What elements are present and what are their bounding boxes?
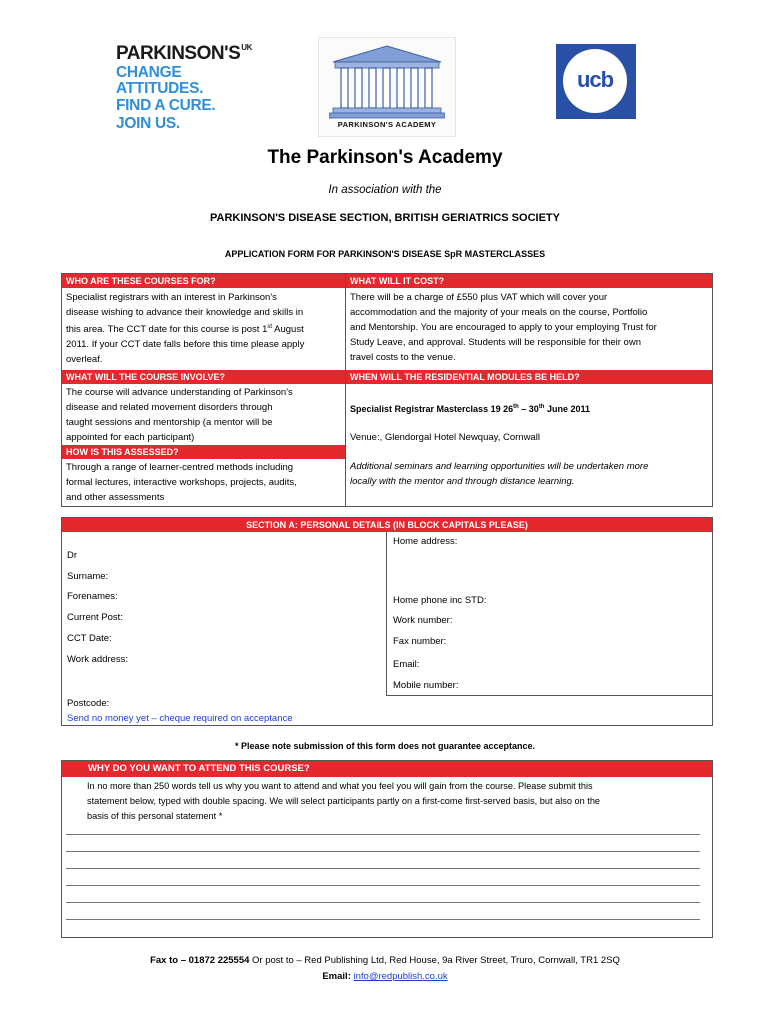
work-address-field[interactable]: Work address:: [67, 654, 129, 665]
page-title: The Parkinson's Academy: [267, 147, 503, 168]
footer-email: Email: info@redpublish.co.uk: [322, 971, 448, 982]
statement-line[interactable]: [66, 834, 700, 835]
cost-heading: WHAT WILL IT COST?: [346, 274, 712, 288]
society-name: PARKINSON'S DISEASE SECTION, BRITISH GERIATRICS SOCIETY: [210, 212, 560, 224]
acceptance-note: * Please note submission of this form does not guarantee acceptance.: [234, 741, 536, 751]
assessed-text: Through a range of learner-centred methods including formal lectures, interactive workshops, projects, audits, and other assessments: [66, 462, 297, 503]
form-title: APPLICATION FORM FOR PARKINSON'S DISEASE SpR MASTERCLASSES: [224, 249, 546, 259]
statement-line[interactable]: [66, 851, 700, 852]
additional-text: Additional seminars and learning opportunities will be undertaken more locally with the mentor and through distance learning.: [350, 461, 649, 487]
mobile-number-field[interactable]: Mobile number:: [393, 680, 459, 691]
section-a-bottom-line: [386, 695, 712, 696]
home-address-field[interactable]: Home address:: [393, 536, 458, 547]
current-post-field[interactable]: Current Post:: [67, 612, 123, 623]
parkinsons-logo-line: JOIN US.: [116, 114, 180, 132]
why-instructions: In no more than 250 words tell us why you want to attend and what you feel you will gain from the course. Please submit this statement below, typed with double spacing. We will select participants partly on a first-come first-served basis, but also on the basis of this personal statement *: [87, 781, 601, 821]
info-divider: [345, 273, 346, 507]
surname-field[interactable]: Surname:: [67, 571, 109, 582]
title-field-dr[interactable]: Dr: [67, 550, 78, 561]
statement-line[interactable]: [66, 902, 700, 903]
statement-line[interactable]: [66, 919, 700, 920]
ucb-logo-text: ucb: [576, 67, 614, 92]
statement-line[interactable]: [66, 885, 700, 886]
money-note: Send no money yet – cheque required on acceptance: [67, 713, 293, 724]
involve-heading: WHAT WILL THE COURSE INVOLVE?: [62, 370, 345, 384]
when-heading: WHEN WILL THE RESIDENTIAL MODULES BE HELD?: [346, 370, 712, 384]
who-heading: WHO ARE THESE COURSES FOR?: [62, 274, 345, 288]
academy-logo-name: PARKINSON'S ACADEMY: [337, 120, 437, 129]
statement-line[interactable]: [66, 868, 700, 869]
why-heading: WHY DO YOU WANT TO ATTEND THIS COURSE?: [62, 761, 712, 777]
involve-text: The course will advance understanding of Parkinson's disease and related movement disorders through taught sessions and mentorship (a mentor will be appointed for each participant): [66, 387, 293, 443]
association-line: In association with the: [328, 184, 442, 196]
assessed-heading: HOW IS THIS ASSESSED?: [62, 445, 345, 459]
forenames-field[interactable]: Forenames:: [67, 591, 118, 602]
statement-lines[interactable]: [66, 834, 700, 924]
fax-number-field[interactable]: Fax number:: [393, 636, 447, 647]
section-a-divider: [386, 532, 387, 695]
academy-building-icon: [329, 44, 445, 120]
work-number-field[interactable]: Work number:: [393, 615, 453, 626]
masterclass-dates: Specialist Registrar Masterclass 19 26th – 30th June 2011: [350, 404, 591, 414]
postcode-field[interactable]: Postcode:: [67, 698, 110, 709]
parkinsons-academy-logo: [318, 37, 456, 137]
cost-text: There will be a charge of £550 plus VAT which will cover your accommodation and the majority of your meals on the course, Portfolio and Mentorship. You are encouraged to apply to your employing Trust for Study Leave, and approval. Students will be responsible for their own travel costs to the venue.: [350, 292, 657, 363]
who-text: Specialist registrars with an interest in Parkinson's disease wishing to advance their knowledge and skills in this area. The CCT date for this course is post 1st August 2011. If your CCT date falls before this time please apply overleaf.: [66, 292, 305, 366]
email-link[interactable]: info@redpublish.co.uk: [353, 971, 448, 982]
venue-text: Venue:, Glendorgal Hotel Newquay, Cornwall: [350, 432, 540, 443]
parkinsons-logo-name: $PARKINSON'S^{UK}$: [116, 43, 252, 64]
parkinsons-logo-line: CHANGE ATTITUDES.: [116, 64, 204, 97]
section-a-heading: SECTION A: PERSONAL DETAILS (IN BLOCK CAPITALS PLEASE): [62, 518, 712, 532]
footer-address: Fax to – 01872 225554 Or post to – Red Publishing Ltd, Red House, 9a River Street, Truro, Cornwall, TR1 2SQ: [150, 955, 620, 966]
email-field[interactable]: Email:: [393, 659, 420, 670]
cct-date-field[interactable]: CCT Date:: [67, 633, 112, 644]
parkinsons-uk-logo: [116, 44, 266, 131]
parkinsons-logo-line: FIND A CURE.: [116, 97, 216, 114]
home-phone-field[interactable]: Home phone inc STD:: [393, 595, 487, 606]
ucb-logo: [556, 44, 636, 119]
